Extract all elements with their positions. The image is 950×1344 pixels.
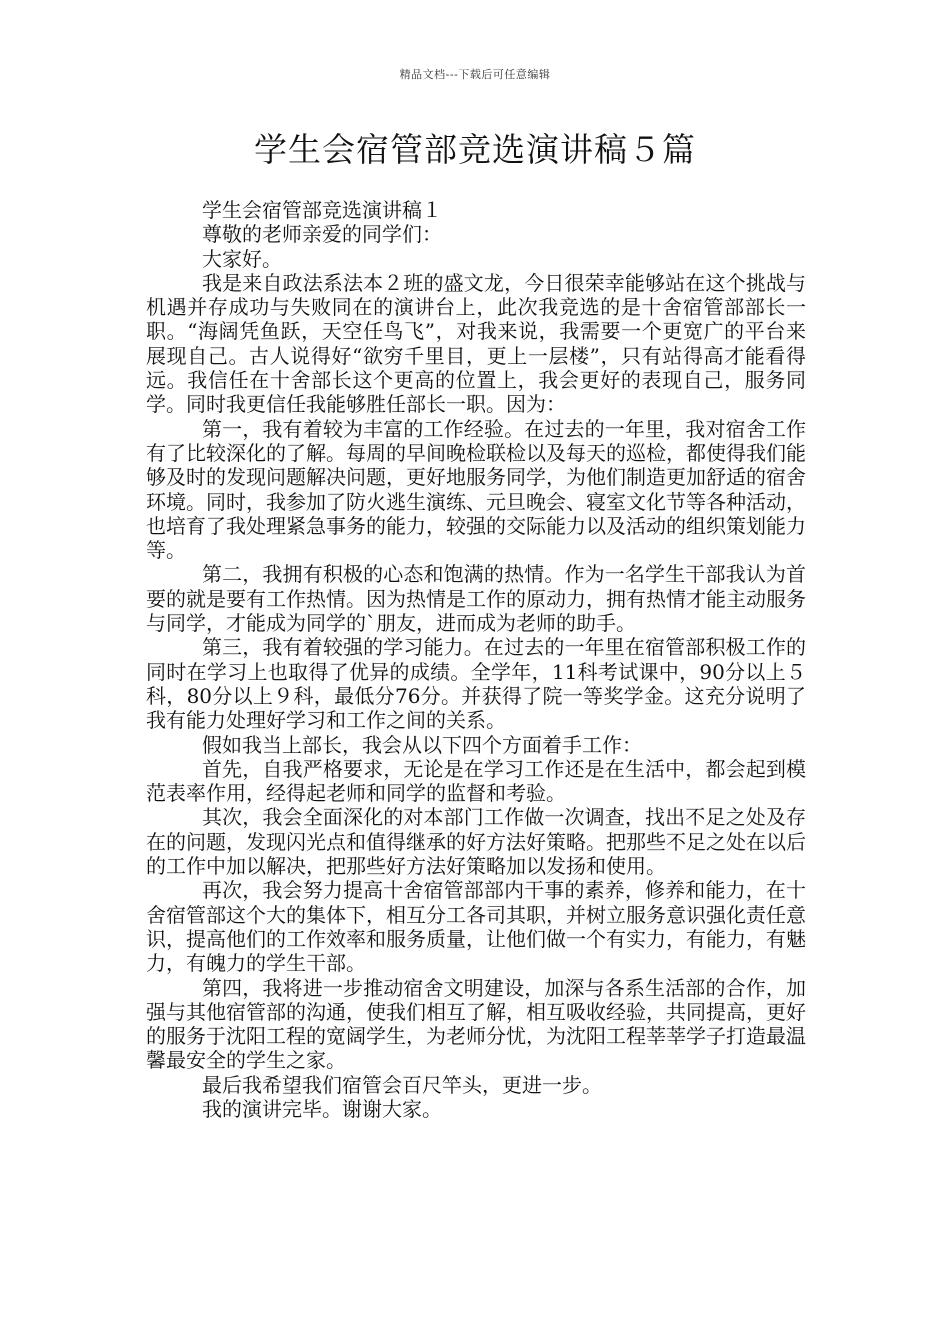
document-body xyxy=(146,198,806,1121)
paragraph-point-3: 第三，我有着较强的学习能力。在过去的一年里在宿管部积极工作的同时在学习上也取得了优异的成绩。全学年，11科考试课中，90分以上５科，80分以上９科，最低分76分。并获得了院一等奖学金。这充分说明了我有能力处理好学习和工作之间的关系。 xyxy=(146,635,806,733)
paragraph-plan-2: 其次，我会全面深化的对本部门工作做一次调查，找出不足之处及存在的问题，发现闪光点和值得继承的好方法好策略。把那些不足之处在以后的工作中加以解决，把那些好方法好策略加以发扬和使用。 xyxy=(146,805,806,879)
paragraph-thanks: 我的演讲完毕。谢谢大家。 xyxy=(202,1096,442,1121)
paragraph-plan-3: 再次，我会努力提高十舍宿管部部内干事的素养，修养和能力，在十舍宿管部这个大的集体下，相互分工各司其职，并树立服务意识强化责任意识，提高他们的工作效率和服务质量，让他们做一个有实力，有能力，有魅力，有魄力的学生干部。 xyxy=(146,878,806,976)
paragraph-closing: 最后我希望我们宿管会百尺竿头，更进一步。 xyxy=(202,1072,602,1097)
header-note: 精品文档---下载后可任意编辑 xyxy=(399,68,551,81)
document-title: 学生会宿管部竞选演讲稿５篇 xyxy=(254,130,696,169)
paragraph-subtitle: 学生会宿管部竞选演讲稿１ xyxy=(202,198,442,222)
paragraph-greeting: 大家好。 xyxy=(202,246,282,271)
paragraph-plan-4: 第四，我将进一步推动宿舍文明建设，加深与各系生活部的合作，加强与其他宿管部的沟通，使我们相互了解，相互吸收经验，共同提高，更好的服务于沈阳工程的宽阔学生，为老师分忧，为沈阳工程莘莘学子打造最温馨最安全的学生之家。 xyxy=(146,975,806,1073)
paragraph-plan-1: 首先，自我严格要求，无论是在学习工作还是在生活中，都会起到模范表率作用，经得起老师和同学的监督和考验。 xyxy=(146,756,806,806)
paragraph-salutation: 尊敬的老师亲爱的同学们： xyxy=(202,222,442,247)
paragraph-plan-intro: 假如我当上部长，我会从以下四个方面着手工作： xyxy=(202,732,642,757)
paragraph-point-1: 第一，我有着较为丰富的工作经验。在过去的一年里，我对宿舍工作有了比较深化的了解。每周的早间晚检联检以及每天的巡检，都使得我们能够及时的发现问题解决问题，更好地服务同学，为他们制造更加舒适的宿舍环境。同时，我参加了防火逃生演练、元旦晚会、寝室文化节等各种活动，也培育了我处理紧急事务的能力，较强的交际能力以及活动的组织策划能力等。 xyxy=(146,416,806,563)
paragraph-point-2: 第二，我拥有积极的心态和饱满的热情。作为一名学生干部我认为首要的就是要有工作热情。因为热情是工作的原动力，拥有热情才能主动服务与同学，才能成为同学的`朋友，进而成为老师的助手。 xyxy=(146,562,806,636)
paragraph-intro: 我是来自政法系法本２班的盛文龙，今日很荣幸能够站在这个挑战与机遇并存成功与失败同在的演讲台上，此次我竞选的是十舍宿管部部长一职。“海阔凭鱼跃，天空任鸟飞”，对我来说，我需要一个更宽广的平台来展现自己。古人说得好“欲穷千里目，更上一层楼”，只有站得高才能看得远。我信任在十舍部长这个更高的位置上，我会更好的表现自己，服务同学。同时我更信任我能够胜任部长一职。因为： xyxy=(146,270,806,417)
